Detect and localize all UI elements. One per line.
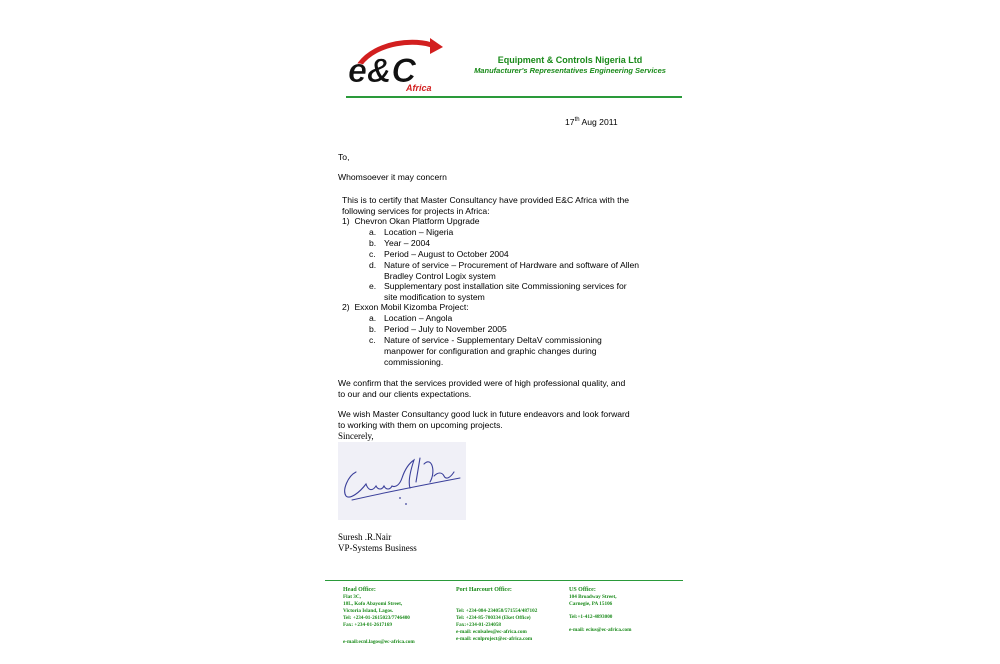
list-marker: a. xyxy=(369,227,377,237)
footer-port-harcourt-office: Port Harcourt Office: Tel: +234-084-234058/571554/487102 Tel: +234-85-700334 (Eket Office) Fax:+234-01-234058 e-mail: ecnlsales@ec-africa.com e-mail: ecnlproject@ec-africa.com xyxy=(456,587,538,642)
signer-name: Suresh .R.Nair xyxy=(338,532,392,542)
confirm-paragraph: We confirm that the services provided were of high professional quality, and to our and our clients expectations. xyxy=(338,378,626,399)
company-block xyxy=(450,55,690,76)
project-2-heading: 2) Exxon Mobil Kizomba Project: xyxy=(342,302,469,312)
company-tagline: Manufacturer's Representatives Engineering Services xyxy=(474,66,666,75)
project-1-year: Year – 2004 xyxy=(384,238,431,248)
list-marker: c. xyxy=(369,249,376,259)
footer-divider xyxy=(325,580,683,581)
list-marker: c. xyxy=(369,335,376,345)
logo-sub-text: Africa xyxy=(406,83,432,93)
list-marker: a. xyxy=(369,313,377,323)
company-name: Equipment & Controls Nigeria Ltd xyxy=(497,55,643,65)
signer-title: VP-Systems Business xyxy=(338,543,417,553)
footer-us-office: US Office: 104 Broadway Street, Carnegie, PA 15106 Tel:+1-412-4893000 e-mail: ecius@ec-africa.com xyxy=(569,587,632,633)
project-1-location: Location – Nigeria xyxy=(384,227,454,237)
project-1-supplementary: Supplementary post installation site Commissioning services for site modification to system xyxy=(384,281,627,302)
project-1-nature: Nature of service – Procurement of Hardware and software of Allen Bradley Control Logix system xyxy=(384,260,640,281)
company-logo xyxy=(346,36,446,96)
logo-arrow-head xyxy=(430,38,443,54)
list-marker: b. xyxy=(369,324,377,334)
header-divider xyxy=(346,96,682,98)
signature-image xyxy=(338,442,466,520)
project-1-heading: 1) Chevron Okan Platform Upgrade xyxy=(342,216,480,226)
list-marker: e. xyxy=(369,281,377,291)
footer-head-office: Head Office: Flat 3C, 18L, Kofo Abayomi Street, Victoria Island, Lagos. Tel: +234-01-2615023/7746400 Fax: +234-01-2617169 e-mail:ecnl.lagos@ec-africa.com xyxy=(343,587,415,645)
logo-text: e&C xyxy=(348,52,417,90)
intro-paragraph: This is to certify that Master Consultancy have provided E&C Africa with the following services for projects in Africa: xyxy=(342,195,630,216)
letter-date: 17th Aug 2011 xyxy=(565,117,618,127)
salutation-whom: Whomsoever it may concern xyxy=(338,172,447,182)
port-harcourt-email: e-mail: ecnlproject@ec-africa.com xyxy=(456,636,533,642)
list-marker: d. xyxy=(369,260,377,270)
project-1-period: Period – August to October 2004 xyxy=(384,249,509,259)
us-office-email: e-mail: ecius@ec-africa.com xyxy=(569,627,632,633)
salutation-to: To, xyxy=(338,152,350,162)
project-2-location: Location – Angola xyxy=(384,313,453,323)
project-2-period: Period – July to November 2005 xyxy=(384,324,507,334)
project-2-nature: Nature of service - Supplementary DeltaV commissioning manpower for configuration and graphic changes during commissioning. xyxy=(384,335,602,367)
wish-paragraph: We wish Master Consultancy good luck in future endeavors and look forward to working with them on upcoming projects. xyxy=(338,409,630,430)
list-marker: b. xyxy=(369,238,377,248)
closing-sincerely: Sincerely, xyxy=(338,431,374,441)
head-office-email: e-mail:ecnl.lagos@ec-africa.com xyxy=(343,639,415,645)
